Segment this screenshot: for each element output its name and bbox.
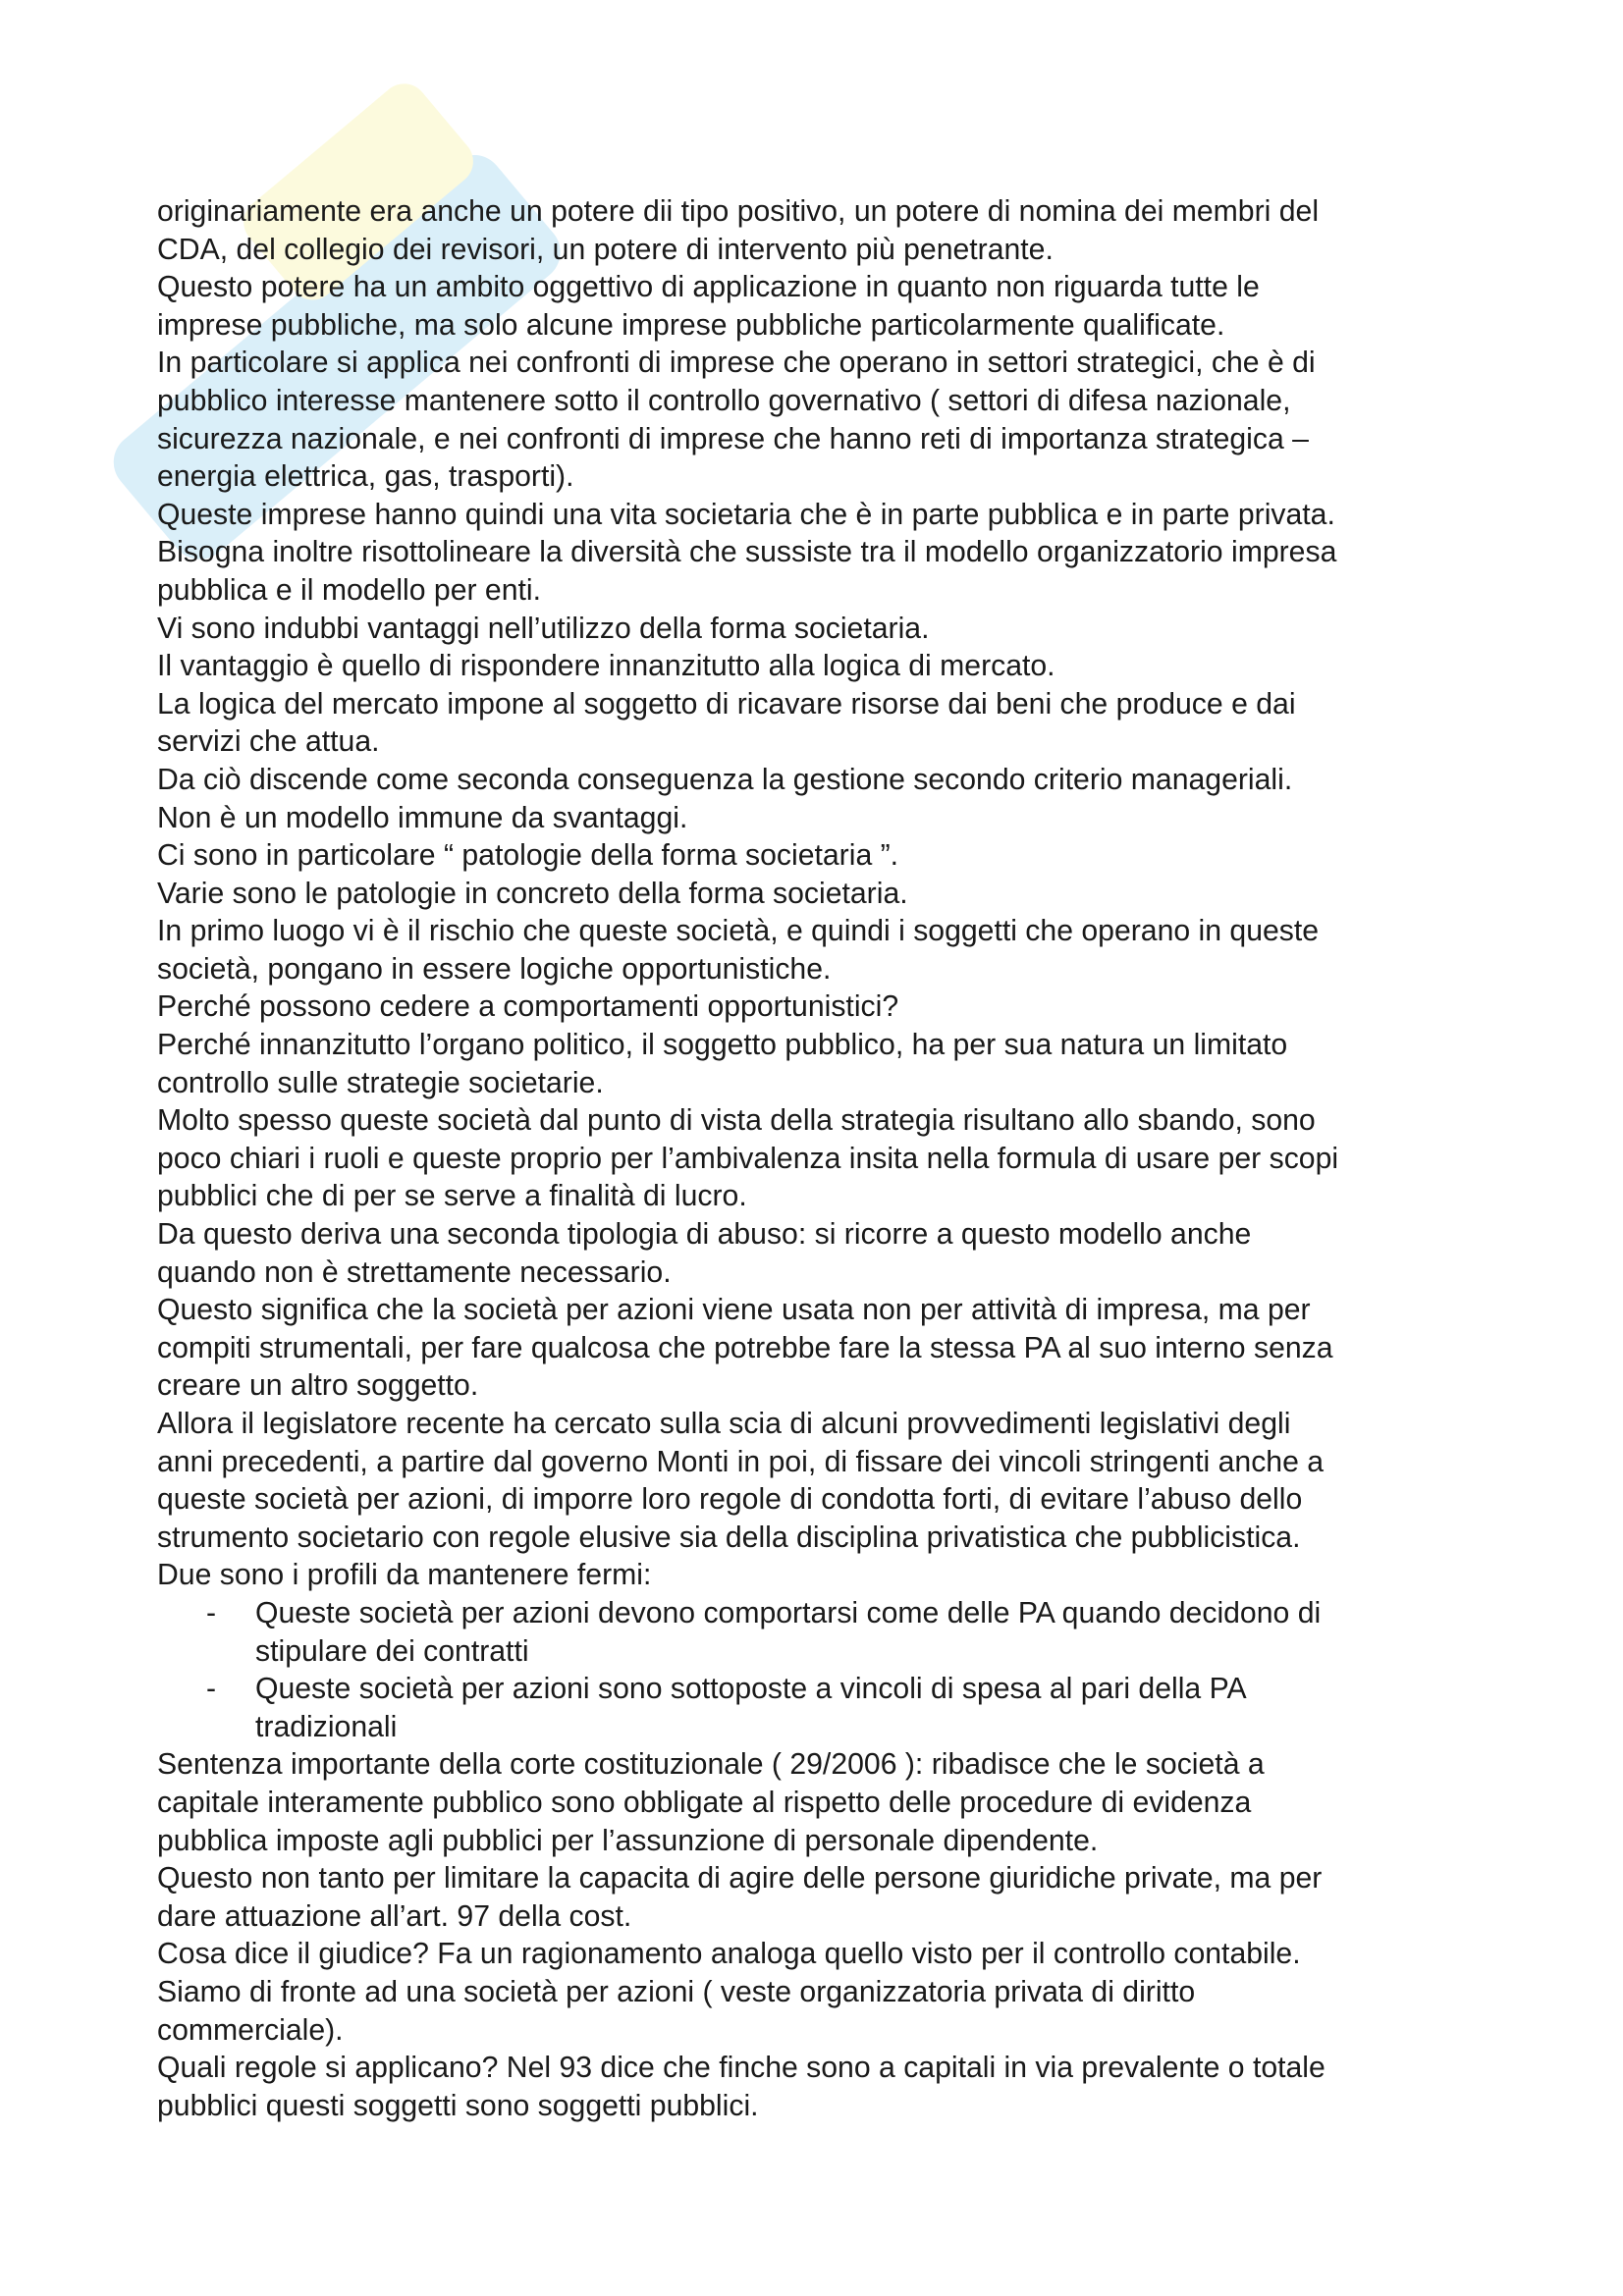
- list-item-line: tradizionali: [255, 1710, 398, 1743]
- text-line: servizi che attua.: [157, 725, 380, 759]
- list-item-line: Queste società per azioni sono sottoposte a vincoli di spesa al pari della PA: [255, 1673, 1247, 1706]
- paragraph-block-after-list: [157, 1746, 1483, 2125]
- text-line: Molto spesso queste società dal punto di vista della strategia risultano allo sbando, sono: [157, 1104, 1316, 1138]
- text-line: In particolare si applica nei confronti di imprese che operano in settori strategici, che è di: [157, 347, 1316, 380]
- text-line: dare attuazione all’art. 97 della cost.: [157, 1899, 632, 1933]
- text-line: pubblici questi soggetti sono soggetti pubblici.: [157, 2089, 759, 2122]
- text-line: controllo sulle strategie societarie.: [157, 1066, 604, 1099]
- text-line: pubblica imposte agli pubblici per l’assunzione di personale dipendente.: [157, 1824, 1099, 1857]
- text-line: Sentenza importante della corte costituzionale ( 29/2006 ): ribadisce che le società a: [157, 1748, 1265, 1782]
- text-line: Questo non tanto per limitare la capacita di agire delle persone giuridiche private, ma per: [157, 1862, 1323, 1896]
- text-line: CDA, del collegio dei revisori, un potere di intervento più penetrante.: [157, 233, 1054, 266]
- text-line: Da ciò discende come seconda conseguenza la gestione secondo criterio manageriali.: [157, 763, 1293, 796]
- text-line: Due sono i profili da mantenere fermi:: [157, 1559, 652, 1592]
- text-line: originariamente era anche un potere dii tipo positivo, un potere di nomina dei membri del: [157, 195, 1320, 228]
- text-line: Allora il legislatore recente ha cercato sulla scia di alcuni provvedimenti legislativi degli: [157, 1408, 1291, 1440]
- text-line: Questo potere ha un ambito oggettivo di applicazione in quanto non riguarda tutte le: [157, 271, 1260, 304]
- text-line: imprese pubbliche, ma solo alcune imprese pubbliche particolarmente qualificate.: [157, 308, 1225, 342]
- text-line: Perché innanzitutto l’organo politico, il soggetto pubblico, ha per sua natura un limitato: [157, 1029, 1288, 1062]
- text-line: creare un altro soggetto.: [157, 1369, 479, 1403]
- text-line: In primo luogo vi è il rischio che queste società, e quindi i soggetti che operano in queste: [157, 915, 1320, 948]
- text-line: La logica del mercato impone al soggetto di ricavare risorse dai beni che produce e dai: [157, 687, 1296, 721]
- document-body: [157, 193, 1483, 2125]
- text-line: anni precedenti, a partire dal governo Monti in poi, di fissare dei vincoli stringenti anche a: [157, 1445, 1325, 1478]
- text-line: pubblica e il modello per enti.: [157, 573, 541, 607]
- list-item-line: stipulare dei contratti: [255, 1634, 529, 1668]
- text-line: quando non è strettamente necessario.: [157, 1255, 672, 1289]
- text-line: Non è un modello immune da svantaggi.: [157, 801, 688, 834]
- text-line: Queste imprese hanno quindi una vita societaria che è in parte pubblica e in parte privata.: [157, 498, 1335, 531]
- text-line: poco chiari i ruoli e queste proprio per l’ambivalenza insita nella formula di usare per scopi: [157, 1142, 1339, 1175]
- text-line: Il vantaggio è quello di rispondere innanzitutto alla logica di mercato.: [157, 650, 1055, 683]
- list-item: [157, 1671, 1483, 1746]
- text-line: Perché possono cedere a comportamenti opportunistici?: [157, 990, 899, 1024]
- text-line: energia elettrica, gas, trasporti).: [157, 460, 574, 494]
- text-line: strumento societario con regole elusive sia della disciplina privatistica che pubblicistica.: [157, 1521, 1301, 1554]
- text-line: Bisogna inoltre risottolineare la diversità che sussiste tra il modello organizzatorio impresa: [157, 536, 1337, 569]
- list-bullet: -: [206, 1673, 217, 1706]
- text-line: Quali regole si applicano? Nel 93 dice che finche sono a capitali in via prevalente o totale: [157, 2052, 1325, 2085]
- text-line: pubblici che di per se serve a finalità di lucro.: [157, 1180, 747, 1213]
- text-line: compiti strumentali, per fare qualcosa che potrebbe fare la stessa PA al suo interno senza: [157, 1331, 1333, 1364]
- text-line: società, pongano in essere logiche opportunistiche.: [157, 952, 832, 986]
- list-bullet: -: [206, 1596, 217, 1629]
- list-item-line: Queste società per azioni devono comportarsi come delle PA quando decidono di: [255, 1596, 1322, 1629]
- text-line: Vi sono indubbi vantaggi nell’utilizzo della forma societaria.: [157, 612, 930, 645]
- text-line: capitale interamente pubblico sono obbligate al rispetto delle procedure di evidenza: [157, 1786, 1252, 1819]
- text-line: commerciale).: [157, 2013, 344, 2047]
- text-line: Ci sono in particolare “ patologie della forma societaria ”.: [157, 839, 899, 873]
- text-line: queste società per azioni, di imporre loro regole di condotta forti, di evitare l’abuso dello: [157, 1483, 1303, 1517]
- list-item: [157, 1595, 1483, 1671]
- profiles-list: [157, 1595, 1483, 1746]
- text-line: Siamo di fronte ad una società per azioni ( veste organizzatoria privata di diritto: [157, 1975, 1196, 2008]
- paragraph-block: [157, 193, 1483, 1595]
- text-line: Cosa dice il giudice? Fa un ragionamento analoga quello visto per il controllo contabile.: [157, 1938, 1301, 1971]
- text-line: pubblico interesse mantenere sotto il controllo governativo ( settori di difesa nazionale,: [157, 384, 1291, 417]
- text-line: sicurezza nazionale, e nei confronti di imprese che hanno reti di importanza strategica –: [157, 422, 1309, 455]
- text-line: Questo significa che la società per azioni viene usata non per attività di impresa, ma per: [157, 1294, 1311, 1327]
- text-line: Da questo deriva una seconda tipologia di abuso: si ricorre a questo modello anche: [157, 1218, 1252, 1252]
- text-line: Varie sono le patologie in concreto della forma societaria.: [157, 877, 908, 910]
